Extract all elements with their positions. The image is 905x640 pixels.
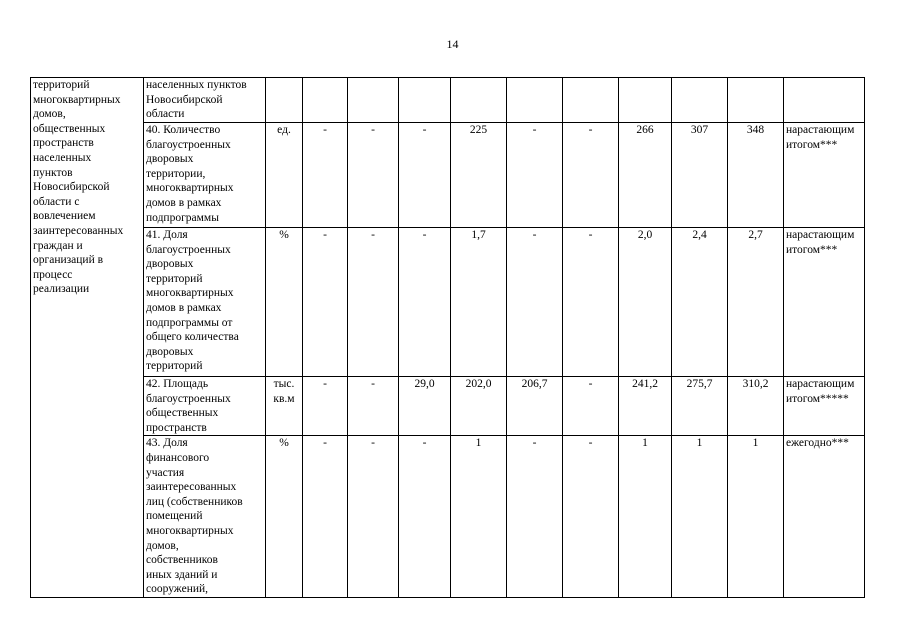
- unit-cell: ед.: [266, 123, 303, 228]
- value-cell: 307: [672, 123, 728, 228]
- value-cell: 310,2: [728, 377, 784, 436]
- value-cell: 202,0: [451, 377, 507, 436]
- value-cell: 29,0: [399, 377, 451, 436]
- table-row: [31, 123, 865, 228]
- value-cell: [507, 78, 563, 123]
- goal-cell: территорий многоквартирных домов, общественных пространств населенных пунктов Новосибирской области с вовлечением заинтересованных граждан и организаций в процесс реализации: [31, 78, 144, 598]
- value-cell: 1: [672, 436, 728, 598]
- value-cell: -: [303, 377, 348, 436]
- value-cell: 1: [451, 436, 507, 598]
- value-cell: 225: [451, 123, 507, 228]
- value-cell: 2,0: [619, 228, 672, 377]
- indicator-name-cell: 43. Доля финансового участия заинтересованных лиц (собственников помещений многоквартирных домов, собственников иных зданий и сооружений,: [144, 436, 266, 598]
- indicator-name-cell: 42. Площадь благоустроенных общественных пространств: [144, 377, 266, 436]
- value-cell: -: [507, 123, 563, 228]
- value-cell: -: [348, 228, 399, 377]
- value-cell: 206,7: [507, 377, 563, 436]
- value-cell: -: [303, 123, 348, 228]
- value-cell: 1: [619, 436, 672, 598]
- value-cell: 2,7: [728, 228, 784, 377]
- indicator-name-cell: населенных пунктов Новосибирской области: [144, 78, 266, 123]
- note-cell: [784, 78, 865, 123]
- value-cell: [619, 78, 672, 123]
- value-cell: -: [348, 123, 399, 228]
- value-cell: -: [399, 123, 451, 228]
- value-cell: [728, 78, 784, 123]
- unit-cell: тыс. кв.м: [266, 377, 303, 436]
- page-number: 14: [446, 37, 459, 51]
- note-cell: нарастающим итогом***: [784, 123, 865, 228]
- value-cell: 275,7: [672, 377, 728, 436]
- value-cell: -: [348, 436, 399, 598]
- value-cell: 2,4: [672, 228, 728, 377]
- value-cell: [672, 78, 728, 123]
- value-cell: -: [399, 228, 451, 377]
- table-body: [31, 78, 865, 598]
- value-cell: 1,7: [451, 228, 507, 377]
- value-cell: -: [399, 436, 451, 598]
- note-cell: нарастающим итогом***: [784, 228, 865, 377]
- value-cell: [348, 78, 399, 123]
- indicator-name-cell: 41. Доля благоустроенных дворовых территорий многоквартирных домов в рамках подпрограммы от общего количества дворовых территорий: [144, 228, 266, 377]
- value-cell: 266: [619, 123, 672, 228]
- value-cell: -: [507, 436, 563, 598]
- value-cell: -: [348, 377, 399, 436]
- value-cell: -: [563, 228, 619, 377]
- note-cell: ежегодно***: [784, 436, 865, 598]
- value-cell: [451, 78, 507, 123]
- value-cell: 1: [728, 436, 784, 598]
- unit-cell: [266, 78, 303, 123]
- value-cell: -: [563, 377, 619, 436]
- unit-cell: %: [266, 436, 303, 598]
- value-cell: -: [507, 228, 563, 377]
- value-cell: -: [563, 436, 619, 598]
- value-cell: [399, 78, 451, 123]
- value-cell: -: [303, 436, 348, 598]
- indicator-name-cell: 40. Количество благоустроенных дворовых территории, многоквартирных домов в рамках подпрограммы: [144, 123, 266, 228]
- indicators-table: [30, 77, 865, 598]
- table-row: [31, 228, 865, 377]
- value-cell: [563, 78, 619, 123]
- value-cell: -: [563, 123, 619, 228]
- note-cell: нарастающим итогом*****: [784, 377, 865, 436]
- table-row: [31, 436, 865, 598]
- value-cell: [303, 78, 348, 123]
- value-cell: 348: [728, 123, 784, 228]
- value-cell: 241,2: [619, 377, 672, 436]
- table-row: [31, 377, 865, 436]
- unit-cell: %: [266, 228, 303, 377]
- value-cell: -: [303, 228, 348, 377]
- table-row: [31, 78, 865, 123]
